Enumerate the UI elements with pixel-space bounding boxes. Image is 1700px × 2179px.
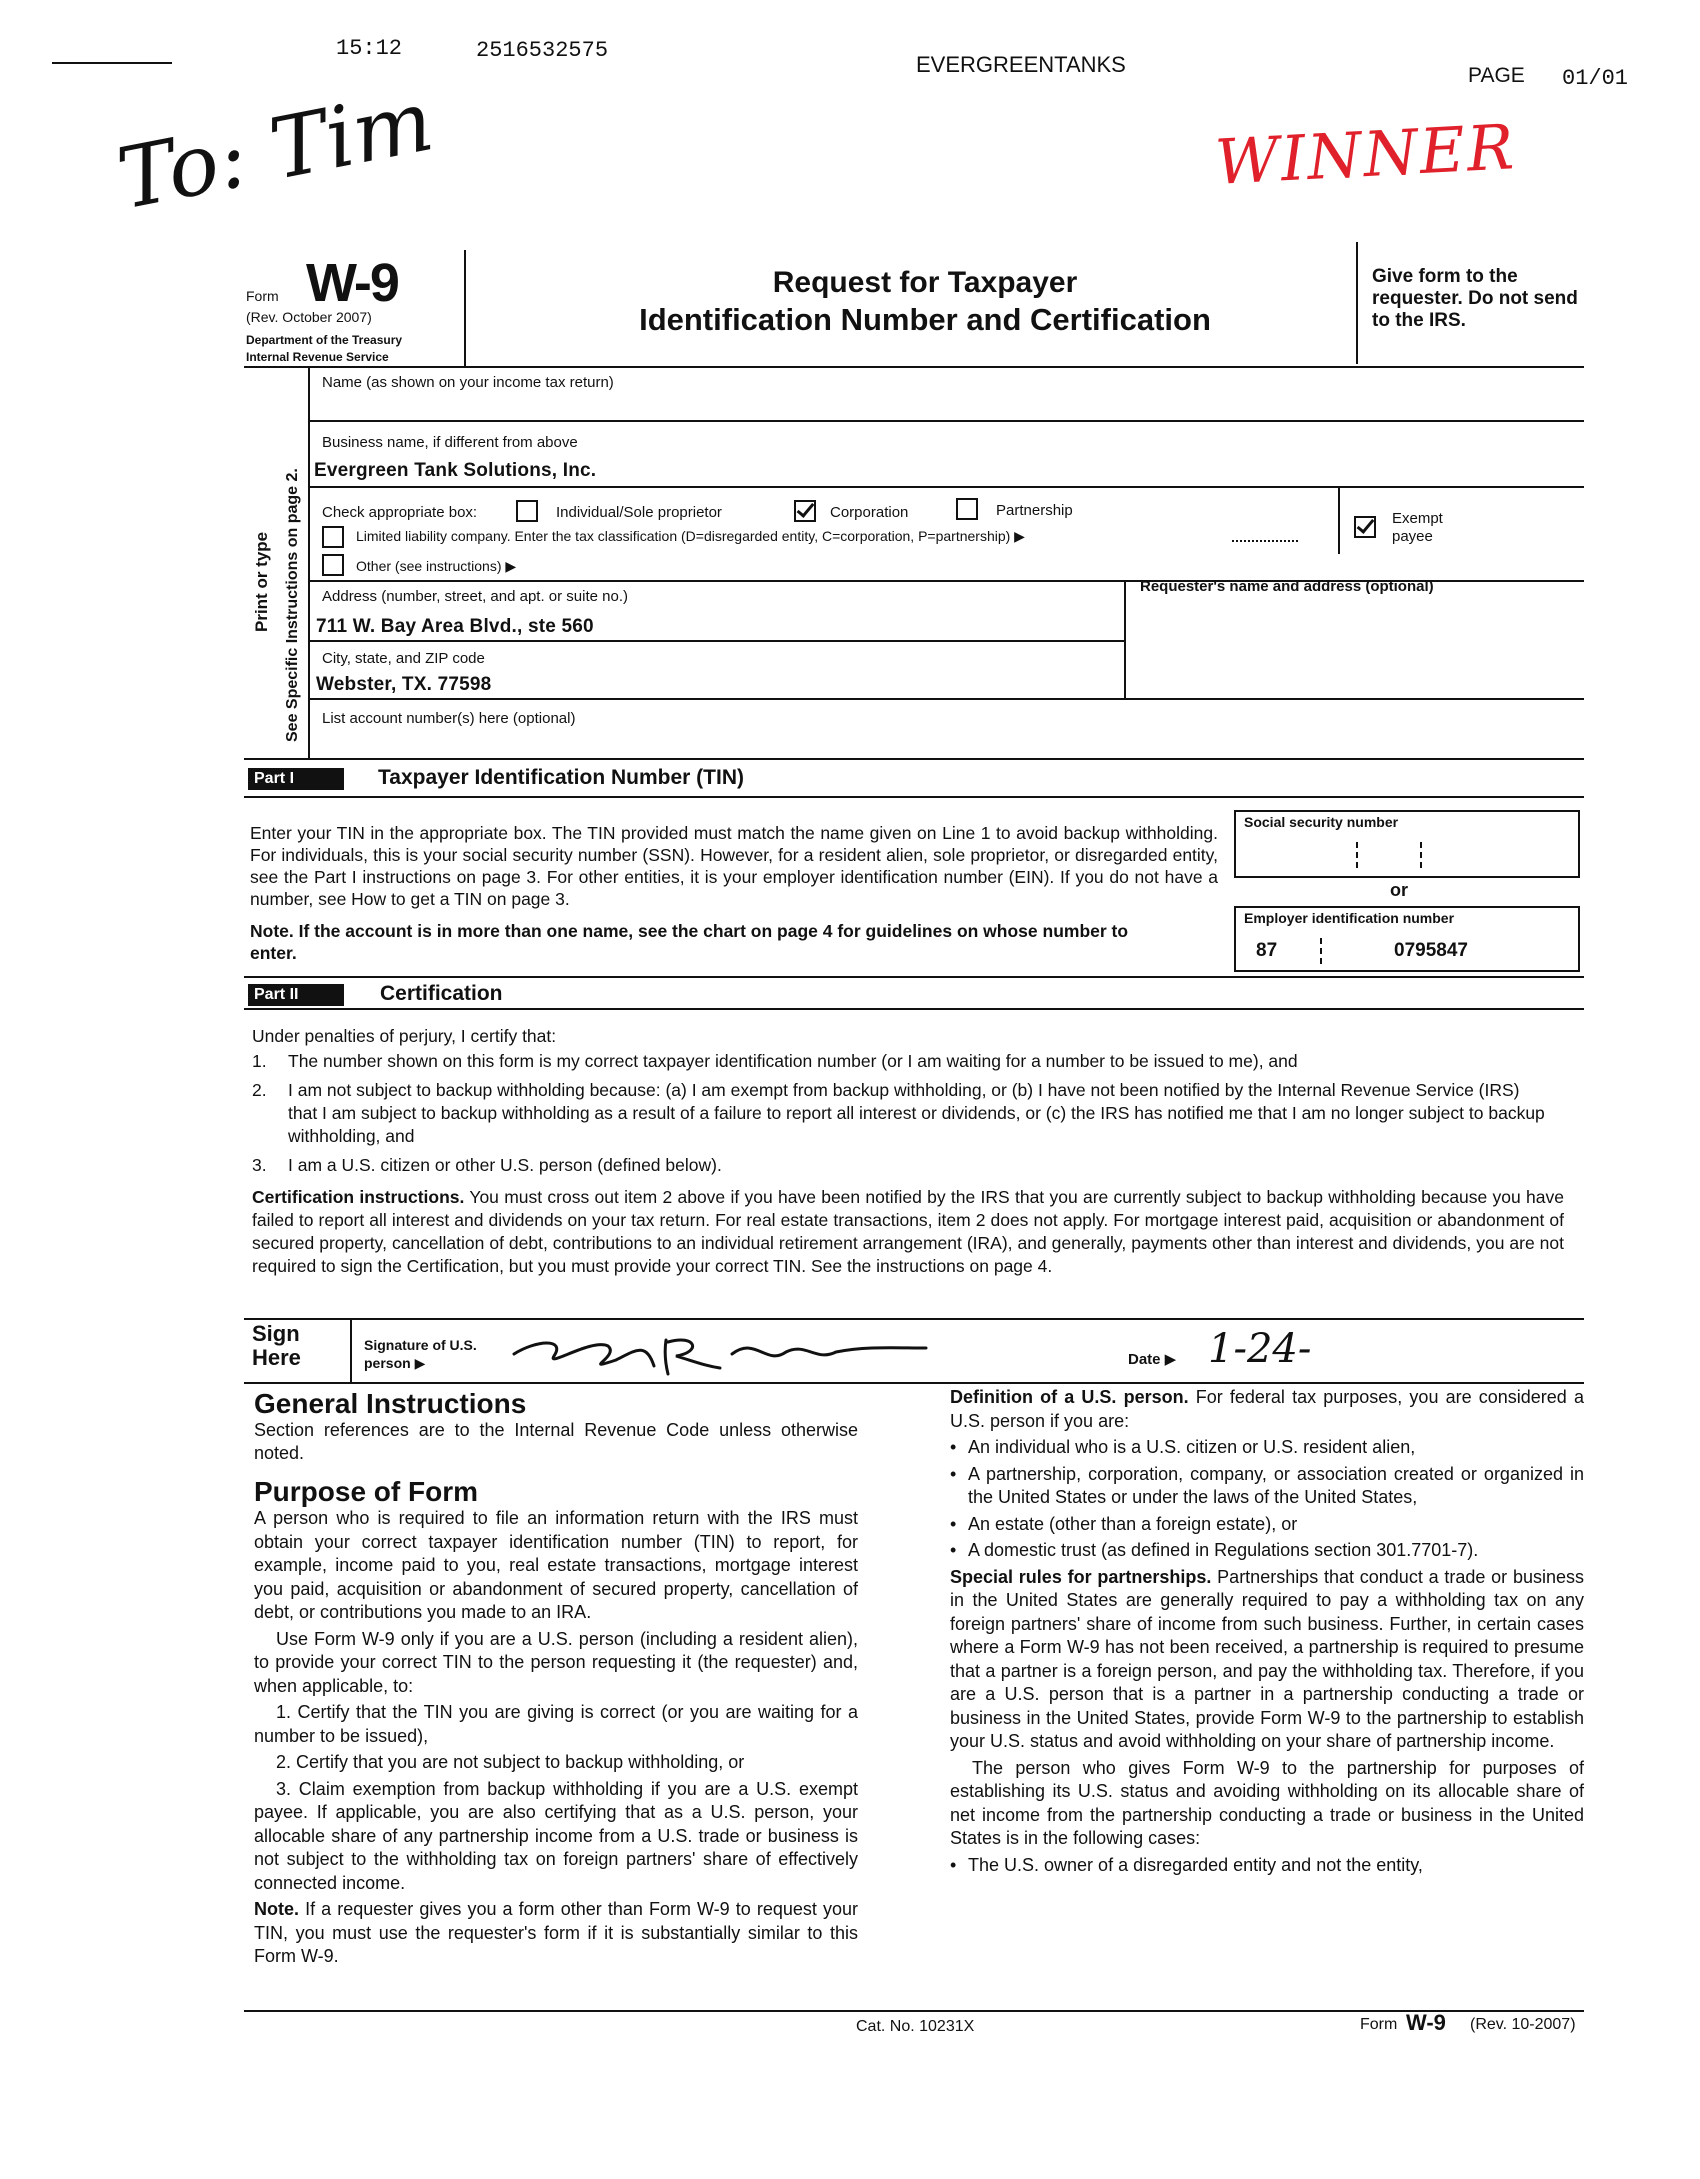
part1-note [250,920,1150,964]
individual-label: Individual/Sole proprietor [556,504,722,521]
part2-title: Certification [380,982,503,1005]
llc-classification-field[interactable] [1232,540,1298,542]
give-form-note: Give form to the requester. Do not send to the IRS. [1372,266,1578,331]
ssn-separator-2 [1420,842,1422,868]
name-field[interactable] [322,392,1572,418]
ssn-separator-1 [1356,842,1358,868]
corporation-label: Corporation [830,504,909,521]
part1-title-rule [244,796,1584,798]
sign-divider [350,1318,352,1382]
exempt-payee-checkbox[interactable] [1354,516,1376,538]
certification-item-1: 1. The number shown on this form is my correct taxpayer identification number (or I am waiting for a number to be issued to me), and [252,1051,1298,1071]
side-label-print-or-type: Print or type [252,531,271,632]
certification-item-3: 3. I am a U.S. citizen or other U.S. person (defined below). [252,1155,722,1175]
classification-prefix: Check appropriate box: [322,504,478,521]
other-checkbox[interactable] [322,554,344,576]
ein-label: Employer identification number [1244,910,1455,926]
city-label: City, state, and ZIP code [322,650,485,667]
sign-top-rule [244,1318,1584,1320]
cat-number: Cat. No. 10231X [856,2018,975,2035]
footer-revision: (Rev. 10-2007) [1470,2016,1576,2033]
definition-bullet-4: • A domestic trust (as defined in Regulations section 301.7701-7). [950,1539,1584,1563]
name-row-rule [308,420,1584,422]
purpose-paragraph-1: A person who is required to file an information return with the IRS must obtain your correct taxpayer identification number (TIN) to report, for example, income paid to you, real estate transactions, mortgage interest you paid, acquisition or abandonment of secured property, cancellation of debt, or contributions you made to an IRA. [254,1508,858,1622]
ein-number: 0795847 [1394,940,1468,961]
ein-prefix: 87 [1256,940,1278,961]
header-bottom-rule [244,366,1584,368]
page-label: PAGE [1468,64,1525,87]
exempt-payee-label: Exempt payee [1392,510,1443,545]
certification-item-2: 2. I am not subject to backup withholding because: (a) I am exempt from backup withholding, or (b) I have not been notified by the Internal Revenue Service (IRS) that I am subject to backup withholding as a result of a failure to report all interest or dividends, or (c) the IRS has notified me that I am no longer subject to backup withholding, and [252,1080,1545,1146]
special-rules-text: Partnerships that conduct a trade or business in the United States are generally required to pay a withholding tax on any foreign partners' share of income from such business. Further, in certain cases where a Form W-9 has not been received, a partnership is required to presume that a partner is a foreign person, and pay the withholding tax. Therefore, if you are a U.S. person that is a partner in a partnership conducting a trade or business in the United States, provide Form W-9 to the partnership to establish your U.S. status and avoid withholding on your share of partnership income. [950,1566,1584,1751]
name-label: Name (as shown on your income tax return) [322,374,614,391]
certification-instructions [252,1186,1564,1278]
part2-intro: Under penalties of perjury, I certify that: [252,1026,557,1046]
purpose-note-text: If a requester gives you a form other than Form W-9 to request your TIN, you must use the requester's form if it is substantially similar to this Form W-9. [254,1899,858,1966]
ssn-label: Social security number [1244,814,1399,830]
ssn-box[interactable] [1234,810,1580,878]
general-instructions-text: Section references are to the Internal Revenue Code unless otherwise noted. [254,1419,858,1463]
purpose-of-form-title: Purpose of Form [254,1475,479,1507]
city-field[interactable]: Webster, TX. 77598 [316,674,492,695]
form-word: Form [246,288,279,304]
side-label-instructions: See Specific Instructions on page 2. [284,468,301,742]
account-field[interactable] [322,728,1572,754]
fax-rule [52,62,172,64]
partnership-checkbox[interactable] [956,498,978,520]
owner-bullet: • The U.S. owner of a disregarded entity and not the entity, [950,1854,1584,1878]
llc-label: Limited liability company. Enter the tax classification (D=disregarded entity, C=corporation, P=partnership) ▶ [356,528,1025,544]
fax-sender: EVERGREENTANKS [916,52,1126,77]
form-code: W-9 [306,253,398,313]
account-label: List account number(s) here (optional) [322,710,576,727]
special-rules-heading: Special rules for partnerships. [950,1566,1212,1587]
footer-rule [244,2010,1584,2012]
purpose-item-1: 1. Certify that the TIN you are giving is correct (or you are waiting for a number to be issued), [254,1702,858,1746]
part1-title: Taxpayer Identification Number (TIN) [378,766,744,789]
handwritten-winner-note: WINNER [1213,110,1518,199]
date-label: Date ▶ [1128,1351,1177,1368]
purpose-item-3: 3. Claim exemption from backup withholding if you are a U.S. exempt payee. If applicable, you are also certifying that as a U.S. person, your allocable share of any partnership income from a U.S. trade or business is not subject to the withholding tax on foreign partners' share of effectively connected income. [254,1778,858,1893]
business-name-field[interactable]: Evergreen Tank Solutions, Inc. [314,460,597,481]
requester-label: Requester's name and address (optional) [1140,578,1434,595]
general-instructions-title: General Instructions [254,1388,527,1419]
certification-instructions-text: You must cross out item 2 above if you have been notified by the IRS that you are currently subject to backup withholding because you have failed to report all interest and dividends on your tax return. For real estate transactions, item 2 does not apply. For mortgage interest paid, acquisition or abandonment of secured property, cancellation of debt, contributions to an individual retirement arrangement (IRA), and generally, payments other than interest and dividends, you are not required to sign the Certification, but you must provide your correct TIN. See the instructions on page 4. [252,1187,1564,1276]
other-label: Other (see instructions) ▶ [356,558,517,574]
corporation-checkbox[interactable] [794,500,816,522]
footer-form-code: W-9 [1406,2010,1446,2035]
part2-badge: Part II [248,984,344,1006]
part1-badge: Part I [248,768,344,790]
exempt-divider [1338,486,1340,554]
person-paragraph: The person who gives Form W-9 to the partnership for purposes of establishing its U.S. status and avoiding withholding on its allocable share of net income from the partnership conducting a trade or business in the United States is in the following cases: [950,1757,1584,1848]
sign-bottom-rule [244,1382,1584,1384]
address-field[interactable]: 711 W. Bay Area Blvd., ste 560 [316,616,594,637]
form-department: Department of the Treasury [246,333,403,347]
address-row-rule [308,640,1124,642]
partnership-label: Partnership [996,502,1073,519]
part1-text: Enter your TIN in the appropriate box. The TIN provided must match the name given on Line 1 to avoid backup withholding. For individuals, this is your social security number (SSN). However, for a resident alien, sole proprietor, or disregarded entity, see the Part I instructions on page 3. For other entities, it is your employer identification number (EIN). If you do not have a number, see How to get a TIN on page 3. [250,823,1218,909]
definition-paragraph [950,1386,1584,1433]
form-title-line1: Request for Taxpayer [772,266,1078,299]
signature-scribble[interactable] [496,1326,936,1382]
individual-checkbox[interactable] [516,500,538,522]
definition-heading: Definition of a U.S. person. [950,1387,1189,1407]
definition-bullet-2: • A partnership, corporation, company, or association created or organized in the United States or under the laws of the United States, [950,1463,1584,1510]
header-divider-left [464,250,466,368]
account-row-rule [244,758,1584,760]
part2-top-rule [244,976,1584,978]
certification-instructions-heading: Certification instructions. [252,1187,465,1207]
form-title-line2: Identification Number and Certification [639,302,1211,337]
fax-number: 2516532575 [476,38,609,63]
fax-time: 15:12 [336,36,403,61]
part1-note-text: Note. If the account is in more than one name, see the chart on page 4 for guidelines on whose number to enter. [250,921,1129,963]
ein-box[interactable] [1234,906,1580,972]
purpose-note-heading: Note. [254,1899,299,1919]
form-revision: (Rev. October 2007) [246,309,372,325]
business-name-label: Business name, if different from above [322,434,578,451]
or-label: or [1390,880,1408,900]
purpose-paragraph-2: Use Form W-9 only if you are a U.S. person (including a resident alien), to provide your correct TIN to the person requesting it (the requester) and, when applicable, to: [254,1628,858,1696]
page-value: 01/01 [1562,66,1629,91]
definition-bullet-1: • An individual who is a U.S. citizen or U.S. resident alien, [950,1436,1584,1460]
certification-list [252,1050,1552,1177]
requester-field[interactable] [1140,600,1580,694]
handwritten-date[interactable]: 1-24- [1208,1326,1312,1372]
instructions-right-column [950,1386,1584,1880]
special-rules-paragraph [950,1566,1584,1754]
handwritten-to-note: To: Tim [110,71,441,229]
purpose-item-2: 2. Certify that you are not subject to backup withholding, or [276,1752,745,1772]
purpose-note [254,1898,858,1969]
llc-checkbox[interactable] [322,526,344,548]
sign-here-label: Sign Here [252,1321,301,1370]
footer-form-word: Form [1360,2016,1398,2033]
signature-label: Signature of U.S. person ▶ [364,1337,477,1371]
part2-title-rule [244,1008,1584,1010]
definition-text: For federal tax purposes, you are considered a U.S. person if you are: [950,1387,1584,1431]
header-divider-right [1356,242,1358,364]
business-row-rule [308,486,1584,488]
requester-divider [1124,580,1126,698]
address-label: Address (number, street, and apt. or suite no.) [322,588,628,605]
instructions-left-column [254,1388,858,1972]
form-irs: Internal Revenue Service [246,350,389,364]
ein-separator [1320,938,1322,964]
definition-bullet-3: • An estate (other than a foreign estate), or [950,1513,1584,1537]
city-row-rule [308,698,1584,700]
